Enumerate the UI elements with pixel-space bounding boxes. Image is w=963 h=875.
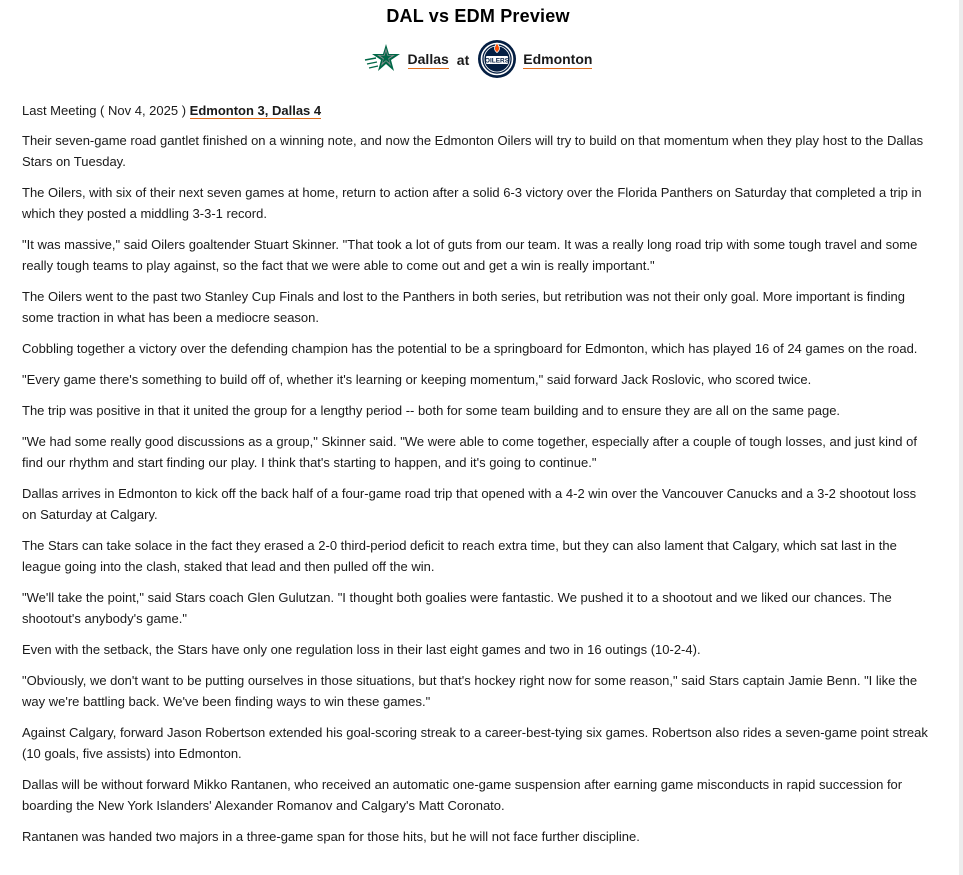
page-right-border [959, 0, 963, 875]
team-link-edmonton[interactable]: Edmonton [523, 51, 593, 67]
page-title: DAL vs EDM Preview [386, 6, 570, 26]
article-paragraph: The trip was positive in that it united the group for a lengthy period -- both for some team building and to ensure they are all on the same page. [22, 403, 841, 418]
stars-logo-icon [364, 42, 402, 79]
svg-text:OILERS: OILERS [485, 57, 510, 64]
article-body [22, 130, 934, 847]
article-paragraph: Even with the setback, the Stars have only one regulation loss in their last eight games and two in 16 outings (10-2-4). [22, 642, 701, 657]
article-paragraph: Cobbling together a victory over the defending champion has the potential to be a springboard for Edmonton, which has played 16 of 24 games on the road. [22, 341, 918, 356]
oilers-logo-icon [477, 39, 517, 82]
article-paragraph: "It was massive," said Oilers goaltender Stuart Skinner. "That took a lot of guts from our team. It was a really long road trip with some tough travel and some really tough teams to play against, so the fact that we were able to come out and get a win is really important." [22, 237, 918, 273]
matchup-row [22, 38, 934, 82]
team-link-dallas[interactable]: Dallas [407, 51, 449, 67]
last-meeting-line [22, 102, 934, 119]
article-paragraph: Dallas arrives in Edmonton to kick off the back half of a four-game road trip that opened with a 4-2 win over the Vancouver Canucks and a 3-2 shootout loss on Saturday at Calgary. [22, 486, 917, 522]
article-paragraph: Their seven-game road gantlet finished on a winning note, and now the Edmonton Oilers will try to build on that momentum when they play host to the Dallas Stars on Tuesday. [22, 133, 924, 169]
article-paragraph: Rantanen was handed two majors in a three-game span for those hits, but he will not face further discipline. [22, 829, 640, 844]
preview-page [22, 0, 934, 857]
article-paragraph: The Oilers went to the past two Stanley Cup Finals and lost to the Panthers in both series, but retribution was not their only goal. More important is finding some traction in what has been a mediocre season. [22, 289, 906, 325]
last-meeting-label: Last Meeting ( Nov 4, 2025 ) [22, 103, 187, 118]
last-meeting-result-link[interactable]: Edmonton 3, Dallas 4 [189, 103, 322, 118]
matchup-separator: at [456, 52, 470, 68]
article-paragraph: Dallas will be without forward Mikko Rantanen, who received an automatic one-game suspension after earning game misconducts in rapid succession for boarding the New York Islanders' Alexander Romanov and Calgary's Matt Coronato. [22, 777, 903, 813]
article-paragraph: "We'll take the point," said Stars coach Glen Gulutzan. "I thought both goalies were fantastic. We pushed it to a shootout and we liked our chances. The shootout's anybody's game." [22, 590, 892, 626]
article-paragraph: "Obviously, we don't want to be putting ourselves in those situations, but that's hockey right now for some reason," said Stars captain Jamie Benn. "I like the way we're battling back. We've been finding ways to win these games." [22, 673, 918, 709]
article-paragraph: "We had some really good discussions as a group," Skinner said. "We were able to come together, especially after a couple of tough losses, and just kind of find our rhythm and start finding our play. I think that's starting to happen, and it's going to continue." [22, 434, 917, 470]
article-paragraph: The Oilers, with six of their next seven games at home, return to action after a solid 6-3 victory over the Florida Panthers on Saturday that completed a trip in which they posted a middling 3-3-1 record. [22, 185, 922, 221]
article-paragraph: Against Calgary, forward Jason Robertson extended his goal-scoring streak to a career-best-tying six games. Robertson also rides a seven-game point streak (10 goals, five assists) into Edmonton. [22, 725, 928, 761]
article-paragraph: "Every game there's something to build off of, whether it's learning or keeping momentum," said forward Jack Roslovic, who scored twice. [22, 372, 812, 387]
article-paragraph: The Stars can take solace in the fact they erased a 2-0 third-period deficit to reach extra time, but they can also lament that Calgary, which sat last in the league going into the clash, staked that lead and then pulled off the win. [22, 538, 897, 574]
